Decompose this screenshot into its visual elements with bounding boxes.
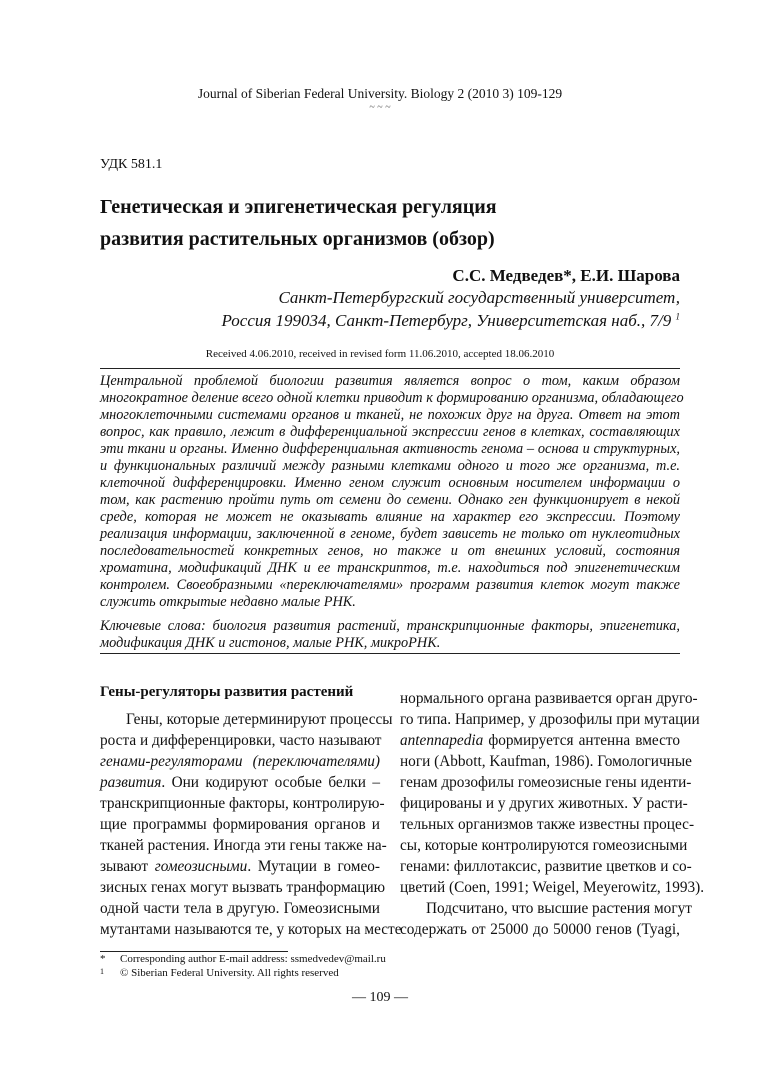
abstract-line: клеточной дифференцировки. Именно геном служит основным носителем информации о [100,475,680,491]
footnote-text: © Siberian Federal University. All rights reserved [120,967,339,979]
abstract-line: хроматина, модификаций ДНК и ее транскриптов, т.е. находиться под эпигенетическим [100,560,680,576]
text-segment: транскрипционные факторы, контролирую- [100,795,385,812]
body-text-line [400,730,680,751]
article-title-line-2: развития растительных организмов (обзор) [100,228,495,250]
authors: С.С. Медведев*, Е.И. Шарова [452,266,680,285]
body-text-line [100,814,380,835]
body-text-line [400,856,692,877]
abstract-line: среде, которая не может не оказывать влияние на характер его экспрессии. Поэтому [100,509,680,525]
body-text-line [400,709,700,730]
footnote-text: Corresponding author E-mail address: ssmedvedev@mail.ru [120,953,386,965]
body-text-line [400,751,692,772]
abstract-line: контролем. Своеобразными «переключателями» программ развития клеток могут также [100,577,680,593]
italic-term: гомеозисными [154,858,248,875]
text-segment: мутантами называются те, у которых на месте [100,921,402,938]
footnote-mark: * [100,953,106,965]
italic-term: развития [100,774,162,791]
text-segment: Гены, которые детерминируют процессы [126,711,393,728]
affiliation-address: Россия 199034, Санкт-Петербург, Университетская наб., 7/9 [221,311,672,330]
keywords-line: модификация ДНК и гистонов, малые РНК, микроРНК. [100,635,441,651]
section-heading: Гены-регуляторы развития растений [100,684,354,700]
abstract-line: многоклеточными системами органов и тканей, не похожих друг на друга. Ответ на этот [100,407,680,423]
text-segment: щие программы формирования органов и [100,816,380,833]
body-text-line [100,709,393,730]
body-text-line [100,919,402,940]
text-segment: нормального органа развивается орган друго- [400,690,698,707]
text-segment: формируется антенна вместо [483,732,680,749]
body-text-line [400,772,692,793]
body-text-line [100,793,385,814]
abstract-line: вопрос, как правило, лежит в дифференциальной экспрессии генов в клетках, составляющих [100,424,680,440]
text-segment: генам дрозофилы гомеозисные гены иденти- [400,774,692,791]
text-segment: фицированы и у других животных. У расти- [400,795,688,812]
abstract-line: эти ткани и органы. Именно дифференциальная активность генома – основа и структурных, [100,441,680,457]
footnote-1 [100,953,386,965]
body-text-line [400,793,688,814]
text-segment: тельных организмов также известны процес- [400,816,695,833]
page-number: — 109 — [352,990,408,1005]
abstract-line: последовательностей конкретных генов, но также и от внешних условий, состояния [100,543,680,559]
journal-header: Journal of Siberian Federal University. Biology 2 (2010 3) 109-129 [197,86,563,101]
body-text-line [400,814,695,835]
text-segment: зывают [100,858,155,875]
abstract-line: реализация информации, заключенной в геноме, будет зависеть не только от нуклеотидных [100,526,680,542]
italic-term: генами-регуляторами (переключателями) [100,753,380,770]
affiliation-line-2 [222,311,681,331]
body-text-line [400,877,705,898]
affiliation-footnote-mark: 1 [675,311,680,322]
text-segment: роста и дифференцировки, часто называют [100,732,382,749]
text-segment: . Мутации в гомео- [247,858,380,875]
italic-term: antennapedia [400,732,484,749]
text-segment: сы, которые контролируются гомеозисными [400,837,688,854]
footnote-mark: 1 [100,967,104,976]
body-text-line [100,730,380,751]
body-text-line [400,835,688,856]
affiliation-line-1: Санкт-Петербургский государственный университет, [278,288,680,307]
text-segment: цветий (Coen, 1991; Weigel, Meyerowitz, 1993). [400,879,705,896]
keywords-line: Ключевые слова: биология развития растений, транскрипционные факторы, эпигенетика, [100,618,680,634]
text-segment: . Они кодируют особые белки – [161,774,380,791]
body-text-line [100,856,380,877]
udk-code: УДК 581.1 [100,157,163,172]
abstract-line: служить открытые недавно малые РНК. [100,594,356,610]
text-segment: Подсчитано, что высшие растения могут [426,900,692,917]
abstract-line: том, как растению пройти путь от семени до семени. Однако ген функционирует в некой [100,492,680,508]
footnote-2 [100,967,339,979]
body-text-line [400,919,680,940]
text-segment: ноги (Abbott, Kaufman, 1986). Гомологичные [400,753,692,770]
abstract-line: Центральной проблемой биологии развития является вопрос о том, каким образом [100,373,680,389]
text-segment: одной части тела в другую. Гомеозисными [100,900,380,917]
text-segment: зисных генах могут вызвать транформацию [100,879,386,896]
text-segment: го типа. Например, у дрозофилы при мутации [400,711,700,728]
body-text-line [100,835,387,856]
abstract-line: и функциональных различий между разными клетками одного и того же организма, т.е. [100,458,680,474]
body-text-line [400,898,692,919]
header-ornament: ~ ~ ~ [369,102,391,113]
body-text-line [400,688,698,709]
text-segment: тканей растения. Иногда эти гены также на- [100,837,387,854]
abstract-top-rule [100,368,680,369]
body-text-line [100,772,380,793]
abstract-bottom-rule [100,653,680,654]
abstract-line: многократное деление всего одной клетки приводит к формированию организма, обладающего [100,390,684,406]
text-segment: генами: филлотаксис, развитие цветков и со- [400,858,692,875]
footnote-rule [100,951,288,952]
body-text-line [100,751,380,772]
received-dates: Received 4.06.2010, received in revised form 11.06.2010, accepted 18.06.2010 [205,348,555,360]
text-segment: содержать от 25000 до 50000 генов (Tyagi, [400,921,680,938]
body-text-line [100,898,380,919]
article-title-line-1: Генетическая и эпигенетическая регуляция [100,196,497,218]
body-text-line [100,877,386,898]
